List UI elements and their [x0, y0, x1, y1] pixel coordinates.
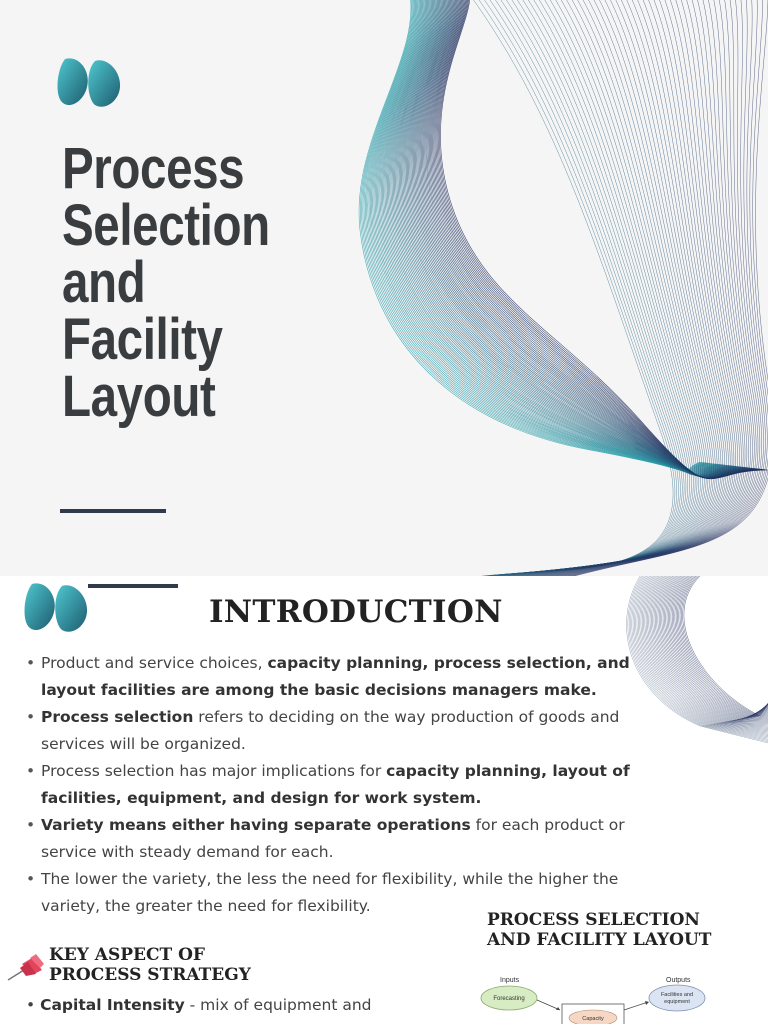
divider-line [88, 584, 178, 588]
process-diagram [474, 972, 734, 1024]
outputs-label: Outputs [666, 977, 691, 984]
divider-line [60, 509, 166, 513]
list-item: • Capital Intensity - mix of equipment and [26, 996, 372, 1014]
cover-title-line: Facility [62, 307, 223, 372]
brand-logo-icon [24, 582, 90, 634]
list-item: • Process selection has major implications for capacity planning, layout of facilities, equipment, and design for work system. [26, 758, 666, 812]
facilities-label: Facilities and [660, 992, 694, 998]
section-title: INTRODUCTION [209, 594, 503, 630]
push-pin-icon [6, 954, 46, 984]
intro-bullet-list [26, 650, 666, 920]
process-selection-title: PROCESS SELECTION AND FACILITY LAYOUT [487, 910, 712, 950]
cover-title [62, 136, 275, 429]
cover-title-line: and [62, 250, 146, 315]
list-item: • Process selection refers to deciding on the way production of goods and services will be organized. [26, 704, 666, 758]
facilities-node [649, 985, 705, 1011]
capacity-label: Capacity [582, 1016, 604, 1022]
introduction-slide [0, 576, 768, 1024]
list-item: • The lower the variety, the less the need for flexibility, while the higher the variety, the greater the need for flexibility. [26, 866, 666, 920]
forecasting-label: Forecasting [493, 996, 525, 1002]
key-aspect-title: KEY ASPECT OF PROCESS STRATEGY [49, 945, 251, 985]
cover-title-line: Layout [62, 364, 216, 429]
list-item: • Variety means either having separate operations for each product or service with steady demand for each. [26, 812, 666, 866]
inputs-label: Inputs [500, 977, 520, 984]
cover-title-line: Selection [62, 193, 270, 258]
list-item: • Product and service choices, capacity planning, process selection, and layout facilities are among the basic decisions managers make. [26, 650, 666, 704]
cover-title-line: Process [62, 136, 245, 201]
facilities-label: equipment [664, 999, 690, 1005]
brand-logo-icon [57, 57, 123, 109]
